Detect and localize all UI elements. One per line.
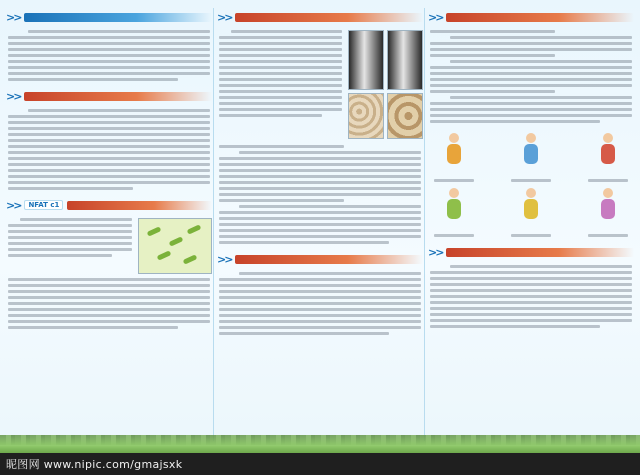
symptom-figure [582, 184, 634, 237]
column-divider [424, 8, 425, 441]
text-block [6, 30, 212, 81]
symptom-figure [505, 184, 557, 237]
text-block [6, 218, 134, 274]
section-heading [428, 8, 634, 26]
symptom-figures-row [428, 129, 634, 182]
person-figure-icon [582, 184, 634, 232]
symptom-figures-row [428, 184, 634, 237]
double-chevron-right-icon: >> [217, 252, 232, 266]
text-block [217, 145, 423, 244]
column-right [428, 4, 634, 445]
watermark-text: 昵图网 www.nipic.com/gmajsxk [6, 458, 183, 471]
person-figure-icon [428, 129, 480, 177]
section-heading [6, 196, 212, 214]
nfat-section [6, 218, 212, 274]
cell-micrograph-image [138, 218, 212, 274]
heading-text-placeholder [235, 13, 423, 22]
xray-image [348, 30, 384, 90]
text-block [217, 272, 423, 335]
heading-text-placeholder [235, 255, 423, 264]
column-middle [217, 4, 423, 445]
symptom-figure [428, 129, 480, 182]
double-chevron-right-icon: >> [6, 10, 21, 24]
heading-text-placeholder [24, 13, 212, 22]
bone-tissue-image [387, 93, 423, 139]
watermark-bar [0, 453, 640, 475]
nfat-label: NFAT c1 [24, 200, 63, 210]
grass-decoration [0, 435, 640, 453]
text-block [217, 30, 344, 139]
section-heading [428, 243, 634, 261]
double-chevron-right-icon: >> [428, 245, 443, 259]
section-heading [217, 250, 423, 268]
heading-text-placeholder [446, 13, 634, 22]
bone-tissue-image [348, 93, 384, 139]
double-chevron-right-icon: >> [428, 10, 443, 24]
symptom-figure [582, 129, 634, 182]
heading-text-placeholder [24, 92, 212, 101]
bone-comparison-section [217, 30, 423, 139]
section-heading [217, 8, 423, 26]
xray-image [387, 30, 423, 90]
heading-text-placeholder [446, 248, 634, 257]
column-divider [213, 8, 214, 441]
double-chevron-right-icon: >> [6, 89, 21, 103]
symptom-figure [505, 129, 557, 182]
section-heading [6, 87, 212, 105]
symptom-figure [428, 184, 480, 237]
person-figure-icon [505, 184, 557, 232]
double-chevron-right-icon: >> [6, 198, 21, 212]
person-figure-icon [505, 129, 557, 177]
heading-text-placeholder [67, 201, 212, 210]
double-chevron-right-icon: >> [217, 10, 232, 24]
text-block [428, 265, 634, 328]
section-heading [6, 8, 212, 26]
text-block [428, 30, 634, 123]
text-block [6, 109, 212, 190]
person-figure-icon [582, 129, 634, 177]
person-figure-icon [428, 184, 480, 232]
text-block [6, 278, 212, 329]
column-left [6, 4, 212, 445]
